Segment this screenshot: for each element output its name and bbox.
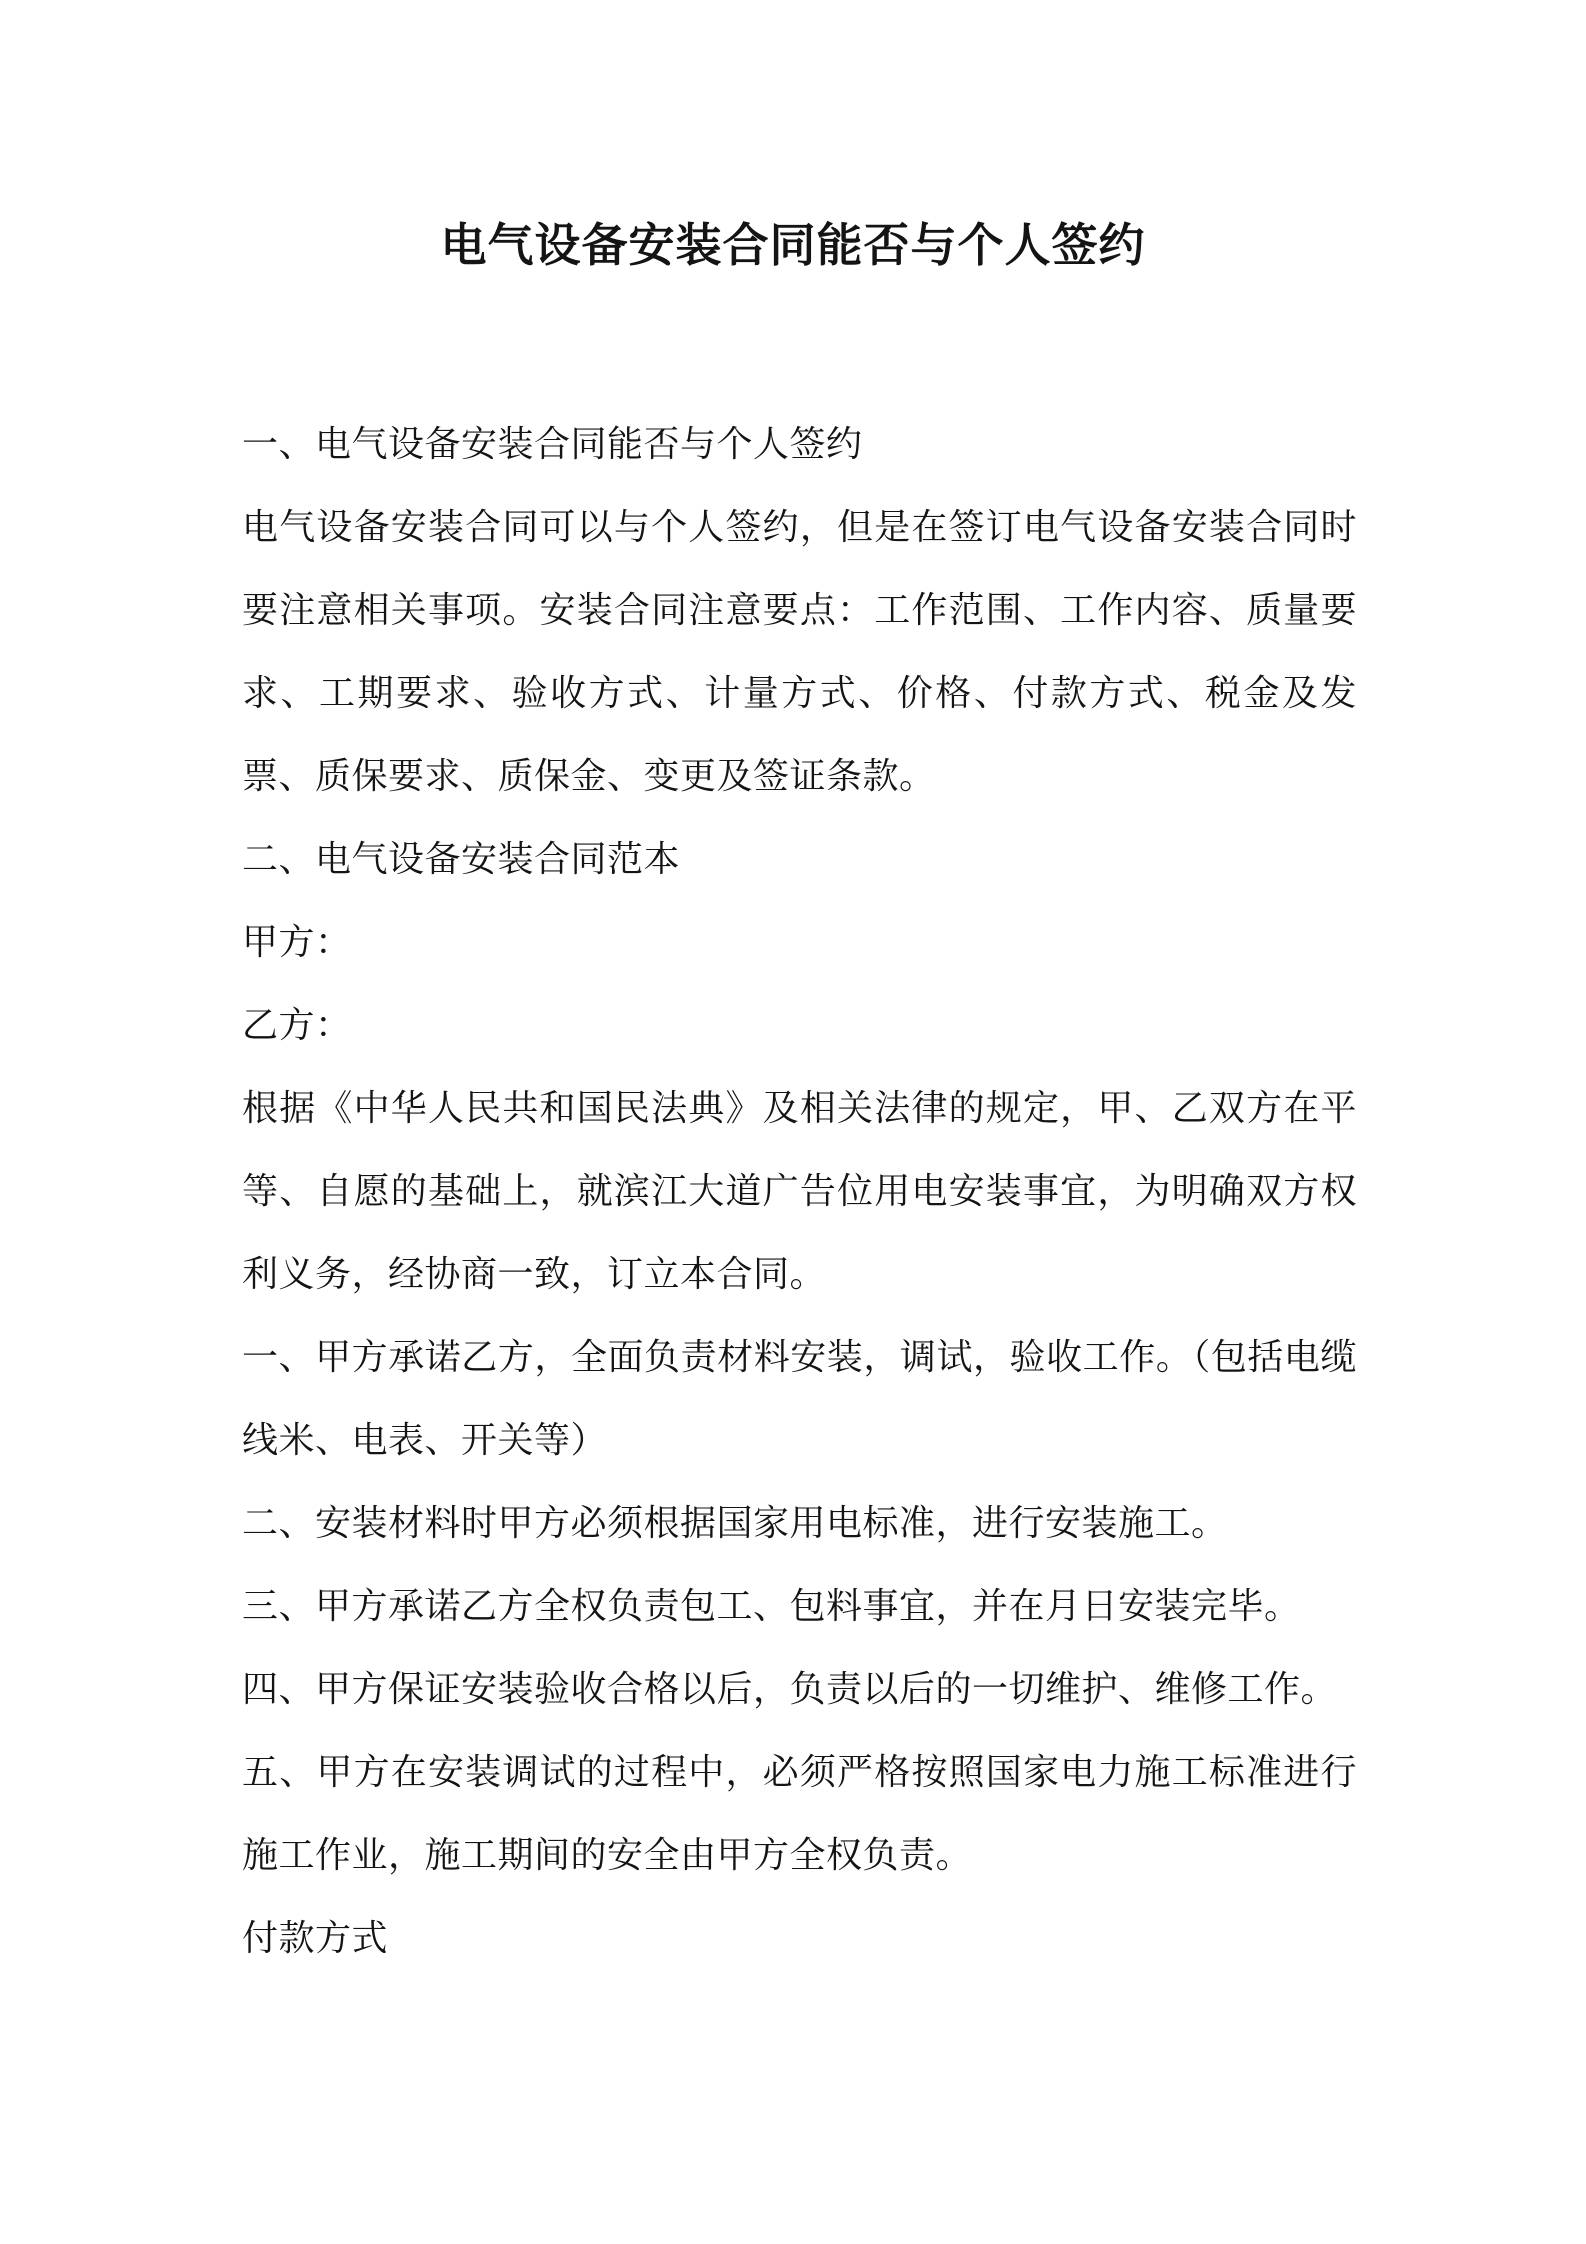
clause-3: 三、甲方承诺乙方全权负责包工、包料事宜，并在月日安装完毕。 <box>242 1586 1301 1627</box>
clause-5: 五、甲方在安装调试的过程中，必须严格按照国家电力施工标准进行施工作业，施工期间的安全由甲方全权负责。 <box>242 1752 1357 1876</box>
party-b-line: 乙方： <box>242 1005 352 1046</box>
clause-1: 一、甲方承诺乙方，全面负责材料安装，调试，验收工作。（包括电缆线米、电表、开关等） <box>242 1337 1357 1461</box>
section-heading-2: 二、电气设备安装合同范本 <box>242 839 681 880</box>
paragraph-signing-notes: 电气设备安装合同可以与个人签约，但是在签订电气设备安装合同时要注意相关事项。安装合同注意要点：工作范围、工作内容、质量要求、工期要求、验收方式、计量方式、价格、付款方式、税金及发票、质保要求、质保金、变更及签证条款。 <box>242 507 1357 797</box>
payment-method-heading: 付款方式 <box>242 1918 389 1959</box>
clause-2: 二、安装材料时甲方必须根据国家用电标准，进行安装施工。 <box>242 1503 1228 1544</box>
document-title: 电气设备安装合同能否与个人签约 <box>440 218 1146 272</box>
paragraph-legal-basis: 根据《中华人民共和国民法典》及相关法律的规定，甲、乙双方在平等、自愿的基础上，就滨江大道广告位用电安装事宜，为明确双方权利义务，经协商一致，订立本合同。 <box>242 1088 1357 1295</box>
party-a-line: 甲方： <box>242 922 352 963</box>
clause-4: 四、甲方保证安装验收合格以后，负责以后的一切维护、维修工作。 <box>242 1669 1338 1710</box>
section-heading-1: 一、电气设备安装合同能否与个人签约 <box>242 424 863 465</box>
document-body <box>242 403 1357 1980</box>
